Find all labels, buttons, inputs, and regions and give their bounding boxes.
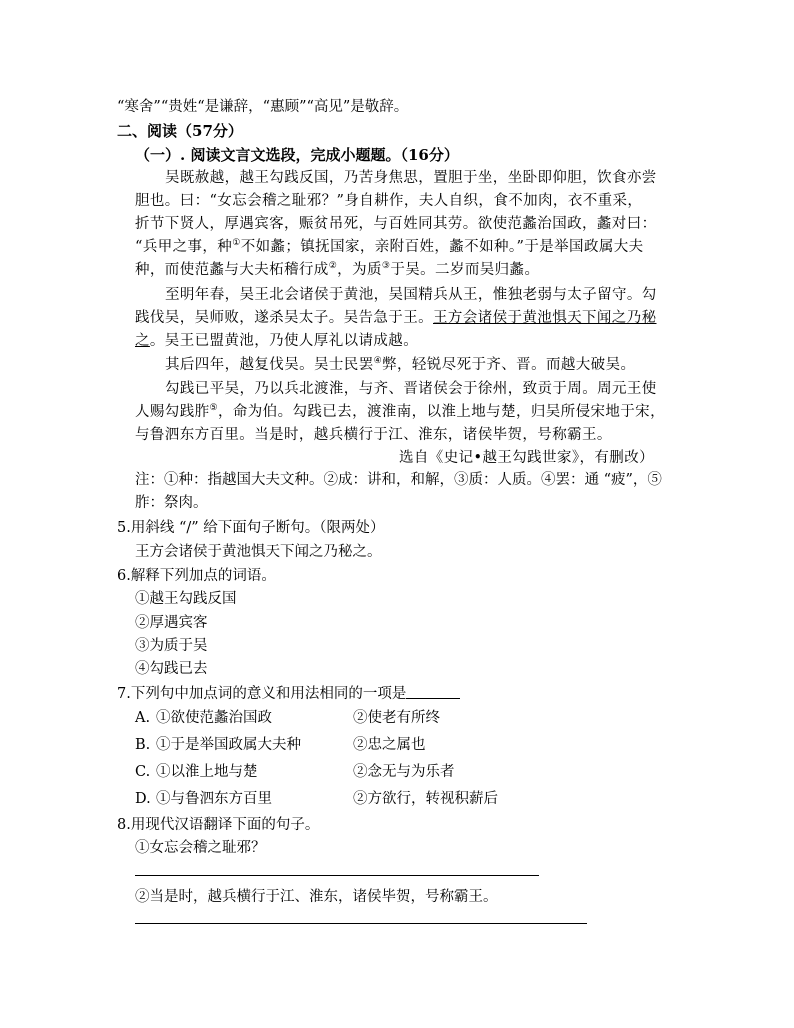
note-mark: ① <box>232 238 241 249</box>
option-second: ②方欲行，转视积薪后 <box>353 791 498 807</box>
section-heading: 二、阅读（57分） <box>117 122 243 140</box>
passage-text: ，为质 <box>337 262 382 278</box>
passage-line <box>165 355 635 375</box>
passage-line: 与鲁泗东方百里。当是时，越兵横行于江、淮东，诸侯毕贺，号称霸王。 <box>135 427 612 443</box>
option-letter: A. <box>135 710 151 726</box>
question-5-stem: 5.用斜线 “/” 给下面句子断句。（限两处） <box>117 520 385 536</box>
option-letter: D. <box>135 791 151 807</box>
passage-text: 。吴王已盟黄池，乃使人厚礼以请成越。 <box>149 333 419 349</box>
passage-line <box>135 331 418 351</box>
question-8-sentence-1: ①女忘会稽之耻邪？ <box>135 840 266 856</box>
passage-source: 选自《史记•越王勾践世家》，有删改） <box>399 450 655 466</box>
passage-text: “兵甲之事，种 <box>135 239 233 255</box>
passage-line: 吴既赦越，越王勾践反国，乃苦身焦思，置胆于坐，坐卧即仰胆，饮食亦尝 <box>165 170 657 186</box>
option-first: ①欲使范蠡治国政 <box>156 710 272 726</box>
notes-line: 注：①种：指越国大夫文种。②成：讲和，和解，③质：人质。④罢：通 “疲”，⑤ <box>135 472 662 488</box>
option-letter: C. <box>135 764 151 780</box>
passage-line <box>135 237 644 257</box>
question-6-stem: 6.解释下列加点的词语。 <box>117 568 276 584</box>
underlined-sentence: 王方会诸侯于黄池惧天下闻之乃秘 <box>433 310 657 326</box>
passage-line <box>135 308 657 328</box>
passage-text: 其后四年，越复伐吴。吴士民罢 <box>165 357 374 373</box>
answer-line-1[interactable] <box>135 875 539 876</box>
passage-line: 折节下贤人，厚遇宾客，赈贫吊死，与百姓同其劳。欲使范蠡治国政，蠡对曰： <box>135 216 657 232</box>
question-8-stem: 8.用现代汉语翻译下面的句子。 <box>117 817 320 833</box>
note-mark: ⑤ <box>209 403 218 414</box>
note-mark: ③ <box>381 261 391 272</box>
note-mark: ④ <box>373 356 383 367</box>
option-letter: B. <box>135 737 151 753</box>
passage-line: 胆也。曰：“女忘会稽之耻邪？”身自耕作，夫人自织，食不加肉，衣不重采， <box>135 193 643 209</box>
subsection-heading: （一）. 阅读文言文选段，完成小题题。（16分） <box>135 146 459 164</box>
passage-text: 人赐勾践胙 <box>135 404 210 420</box>
option-second: ②念无与为乐者 <box>353 764 455 780</box>
option-first: ①于是举国政属大夫种 <box>156 737 301 753</box>
question-7-text: 7.下列句中加点词的意义和用法相同的一项是 <box>117 686 407 702</box>
passage-line <box>135 260 539 280</box>
question-6-item: ①越王勾践反国 <box>135 591 237 607</box>
notes-line: 胙：祭肉。 <box>135 495 208 511</box>
question-5-sentence: 王方会诸侯于黄池惧天下闻之乃秘之。 <box>135 544 382 560</box>
question-7-stem <box>117 684 460 704</box>
passage-text: 种，而使范蠡与大夫柘稽行成 <box>135 262 329 278</box>
passage-text: ，命为伯。勾践已去，渡淮南，以淮上地与楚，归吴所侵宋地于宋， <box>217 404 665 420</box>
passage-text: 践伐吴，吴师败，遂杀吴太子。吴告急于王。 <box>135 310 433 326</box>
answer-line-2[interactable] <box>135 923 587 924</box>
option-second: ②忠之属也 <box>353 737 426 753</box>
option-first: ①以淮上地与楚 <box>156 764 258 780</box>
question-6-item: ④勾践已去 <box>135 661 208 677</box>
passage-line <box>135 402 665 422</box>
passage-text: 弊，轻锐尽死于齐、晋。而越大破吴。 <box>382 357 636 373</box>
passage-text: 不如蠡；镇抚国家，亲附百姓，蠡不如种。”于是举国政属大夫 <box>240 239 644 255</box>
underlined-sentence-end: 之 <box>135 333 150 349</box>
answer-blank[interactable] <box>406 684 460 699</box>
intro-line: “寒舍”“贵姓“是谦辞，“惠顾”“高见”是敬辞。 <box>117 99 409 115</box>
passage-line: 至明年春，吴王北会诸侯于黄池，吴国精兵从王，惟独老弱与太子留守。勾 <box>165 287 657 303</box>
passage-line: 勾践已平吴，乃以兵北渡淮，与齐、晋诸侯会于徐州，致贡于周。周元王使 <box>165 381 657 397</box>
question-6-item: ②厚遇宾客 <box>135 615 208 631</box>
question-6-item: ③为质于吴 <box>135 638 208 654</box>
passage-text: 于吴。二岁而吴归蠡。 <box>390 262 540 278</box>
note-mark: ② <box>328 261 338 272</box>
question-8-sentence-2: ②当是时，越兵横行于江、淮东，诸侯毕贺，号称霸王。 <box>135 889 498 905</box>
option-second: ②使老有所终 <box>353 710 440 726</box>
option-first: ①与鲁泗东方百里 <box>156 791 272 807</box>
